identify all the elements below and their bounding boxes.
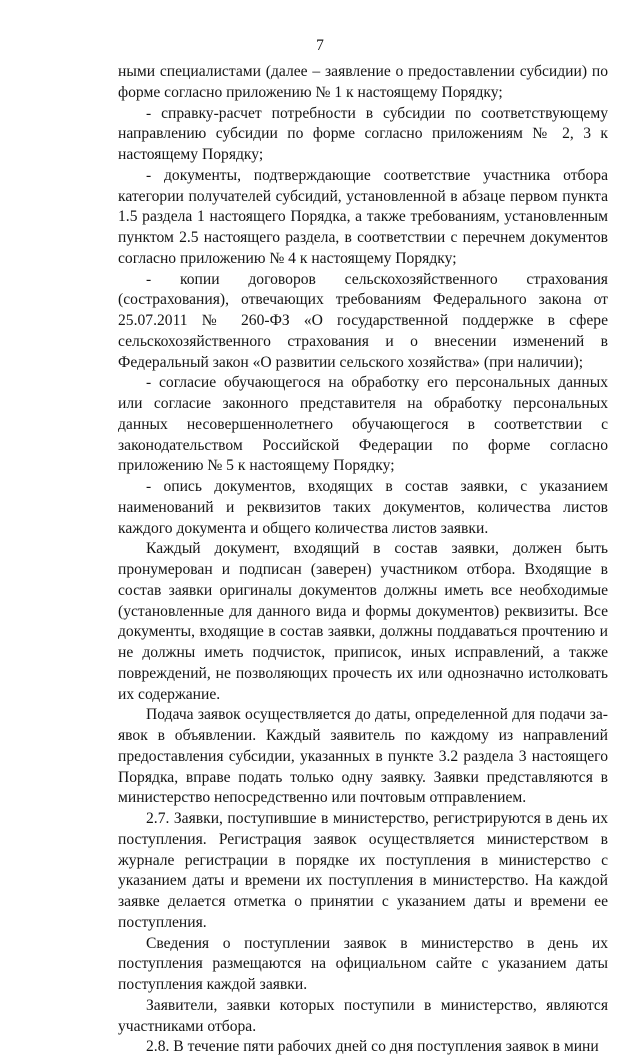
paragraph: - копии договоров сельскохозяйственного страхования (сострахования), отвечающих требованиям Федерального закона от 25.07.2011 № 260-ФЗ «О государственной поддержке в сфере сельскохозяйственного страхования и о внесении изменений в Федеральный закон «О развитии сельского хозяйства» (при наличии); [118,270,608,371]
paragraph: Подача заявок осуществляется до даты, определенной для подачи заявок в объявлении. Каждый заявитель по каждому из направлений предоставления субсидии, указанных в пункте 3.2 раздела 3 настоящего Порядка, вправе подать только одну заявку. Заявки представляются в министерство непосредственно или почтовым отправлением. [118,706,608,807]
paragraph: ными специалистами (далее – заявление о предоставлении субсидии) по форме согласно приложению № 1 к настоящему Порядку; [118,63,608,101]
paragraph: 2.8. В течение пяти рабочих дней со дня поступления заявок в мини [146,1038,599,1056]
paragraph: - справку-расчет потребности в субсидии по соответствующему направлению субсидии по форме согласно приложениям № 2, 3 к настоящему Порядку; [118,104,608,163]
document-body [118,62,608,1058]
paragraph: - опись документов, входящих в состав заявки, с указанием наименований и реквизитов таких документов, количества листов каждого документа и общего количества листов заявки. [118,478,608,537]
paragraph: - документы, подтверждающие соответствие участника отбора категории получателей субсидий, установленной в абзаце первом пункта 1.5 раздела 1 настоящего Порядка, а также требованиям, установленным пунктом 2.5 настоящего раздела, в соответствии с перечнем документов согласно приложению № 4 к настоящему Порядку; [118,166,608,267]
page-number: 7 [316,37,324,54]
paragraph: 2.7. Заявки, поступившие в министерство, регистрируются в день их поступления. Регистрация заявок осуществляется министерством в журнале регистрации в порядке их поступления в министерство с указанием даты и времени их поступления в министерство. На каждой заявке делается отметка о принятии с указанием даты и времени ее поступления. [118,810,608,931]
paragraph: Каждый документ, входящий в состав заявки, должен быть пронумерован и подписан (заверен) участником отбора. Входящие в состав заявки оригиналы документов должны иметь все необходимые (установленные для данного вида и формы документов) реквизиты. Все документы, входящие в состав заявки, должны поддаваться прочтению и не должны иметь подчисток, приписок, иных исправлений, а также повреждений, не позволяющих прочесть их или однозначно истолковать их содержание. [118,540,608,703]
paragraph: - согласие обучающегося на обработку его персональных данных или согласие законного представителя на обработку персональных данных несовершеннолетнего обучающегося в соответствии с законодательством Российской Федерации по форме согласно приложению № 5 к настоящему Порядку; [118,374,608,475]
paragraph: Заявители, заявки которых поступили в министерство, являются участниками отбора. [118,996,608,1035]
paragraph: Сведения о поступлении заявок в министерство в день их поступления размещаются на официальном сайте с указанием даты поступления каждой заявки. [118,934,608,993]
